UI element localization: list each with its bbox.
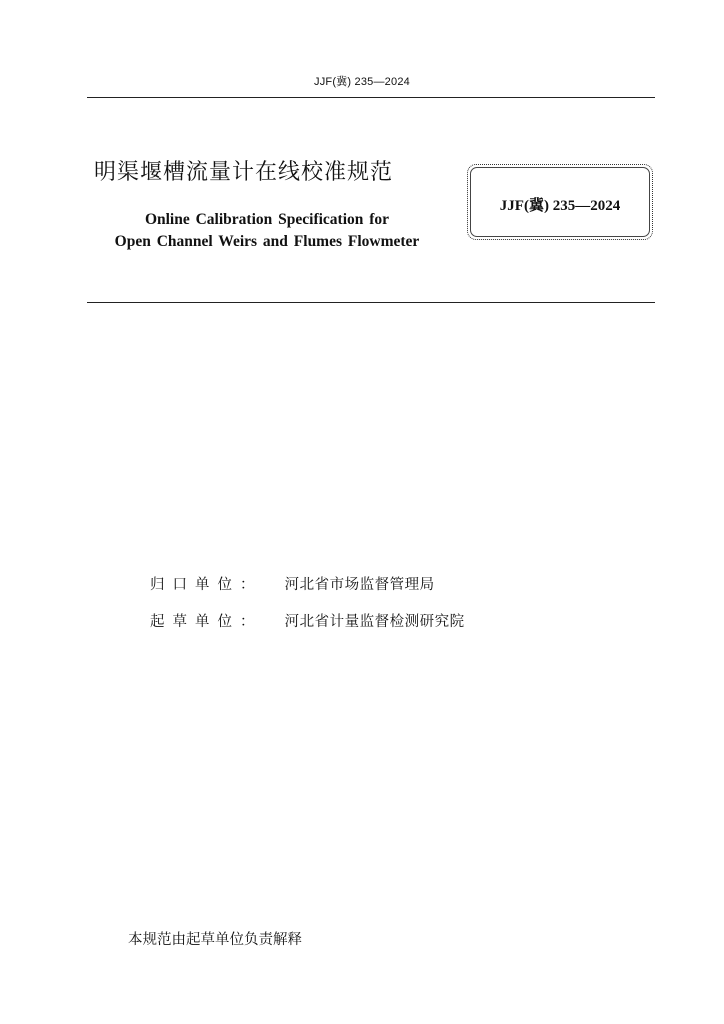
info-row-responsible-unit <box>150 573 435 594</box>
info-value: 河北省市场监督管理局 <box>284 577 435 593</box>
info-value: 河北省计量监督检测研究院 <box>284 614 465 630</box>
standard-code-box-text: JJF(冀) 235—2024 <box>499 198 621 214</box>
title-chinese: 明渠堰槽流量计在线校准规范 <box>94 160 394 185</box>
info-label: 归口单位： <box>150 577 263 593</box>
title-divider <box>87 302 655 303</box>
title-english-line2: Open Channel Weirs and Flumes Flowmeter <box>114 233 420 250</box>
info-row-drafting-unit <box>150 610 465 631</box>
info-label: 起草单位： <box>150 614 263 630</box>
header-divider <box>87 97 655 98</box>
interpretation-note: 本规范由起草单位负责解释 <box>128 932 302 948</box>
header-standard-code: JJF(冀) 235—2024 <box>314 76 410 88</box>
standard-code-box <box>467 164 653 240</box>
title-english-line1: Online Calibration Specification for <box>144 211 390 228</box>
